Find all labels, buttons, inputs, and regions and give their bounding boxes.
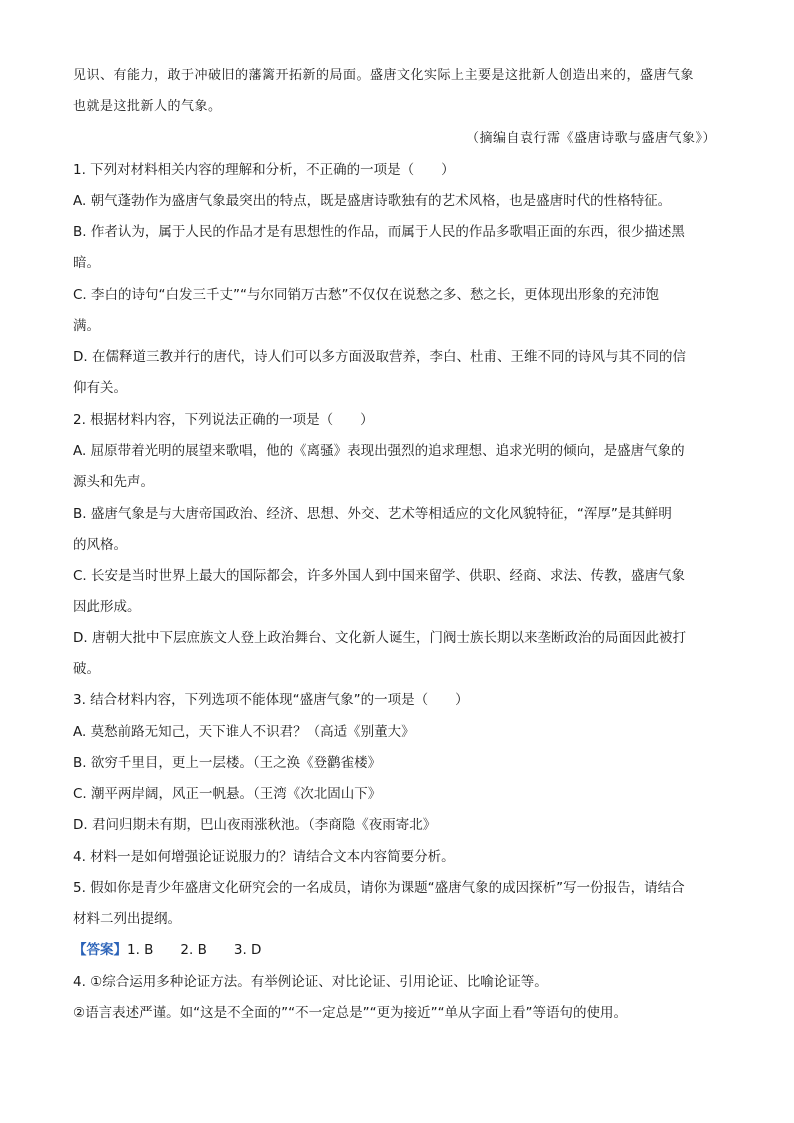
q2-option-c-cont: 因此形成。	[73, 599, 141, 615]
question-4-stem: 4. 材料一是如何增强论证说服力的？请结合文本内容简要分析。	[73, 849, 455, 865]
q1-option-b-cont: 暗。	[73, 255, 100, 271]
q2-option-d: D. 唐朝大批中下层庶族文人登上政治舞台、文化新人诞生，门阀士族长期以来垄断政治的局面因此被打	[73, 630, 686, 646]
q3-option-d: D. 君问归期未有期，巴山夜雨涨秋池。（李商隐《夜雨寄北》	[73, 817, 437, 833]
q1-option-d: D. 在儒释道三教并行的唐代，诗人们可以多方面汲取营养，李白、杜甫、王维不同的诗风与其不同的信	[73, 349, 686, 365]
q3-option-c: C. 潮平两岸阔，风正一帆悬。（王湾《次北固山下》	[73, 786, 382, 802]
q1-option-a: A. 朝气蓬勃作为盛唐气象最突出的特点，既是盛唐诗歌独有的艺术风格，也是盛唐时代的性格特征。	[73, 193, 672, 209]
answer-q4-line: ②语言表述严谨。如“这是不全面的”“不一定总是”“更为接近”“单从字面上看”等语句的使用。	[73, 1005, 628, 1021]
q2-option-a-cont: 源头和先声。	[73, 474, 154, 490]
q2-option-c: C. 长安是当时世界上最大的国际都会，许多外国人到中国来留学、供职、经商、求法、传教，盛唐气象	[73, 568, 686, 584]
excerpt-line: 见识、有能力，敢于冲破旧的藩篱开拓新的局面。盛唐文化实际上主要是这批新人创造出来的，盛唐气象	[73, 68, 695, 83]
q1-option-c-cont: 满。	[73, 318, 100, 334]
question-5-stem-cont: 材料二列出提纲。	[73, 911, 181, 927]
question-1-stem: 1. 下列对材料相关内容的理解和分析，不正确的一项是（ ）	[73, 162, 455, 178]
question-3-stem: 3. 结合材料内容，下列选项不能体现“盛唐气象”的一项是（ ）	[73, 692, 469, 708]
q1-option-b: B. 作者认为，属于人民的作品才是有思想性的作品，而属于人民的作品多歌唱正面的东西，很少描述黑	[73, 224, 685, 240]
q1-option-c: C. 李白的诗句“白发三千丈”“与尔同销万古愁”不仅仅在说愁之多、愁之长，更体现出形象的充沛饱	[73, 287, 659, 303]
q2-option-b: B. 盛唐气象是与大唐帝国政治、经济、思想、外交、艺术等相适应的文化风貌特征，“浑厚”是其鲜明	[73, 506, 672, 522]
question-5-stem: 5. 假如你是青少年盛唐文化研究会的一名成员，请你为课题“盛唐气象的成因探析”写一份报告，请结合	[73, 880, 685, 896]
question-2-stem: 2. 根据材料内容，下列说法正确的一项是（ ）	[73, 412, 374, 428]
q2-option-b-cont: 的风格。	[73, 537, 127, 553]
q3-option-b: B. 欲穷千里目，更上一层楼。（王之涣《登鹳雀楼》	[73, 755, 382, 771]
answer-q4-line: 4. ①综合运用多种论证方法。有举例论证、对比论证、引用论证、比喻论证等。	[73, 974, 548, 990]
q1-option-d-cont: 仰有关。	[73, 380, 127, 396]
q3-option-a: A. 莫愁前路无知己，天下谁人不识君？（高适《别董大》	[73, 724, 415, 740]
excerpt-line: 也就是这批新人的气象。	[73, 99, 222, 114]
answer-line	[73, 940, 261, 960]
q2-option-d-cont: 破。	[73, 661, 100, 677]
answer-label: 【答案】	[73, 942, 127, 958]
answer-choices: 1. B 2. B 3. D	[127, 942, 262, 958]
excerpt-source: （摘编自袁行霈《盛唐诗歌与盛唐气象》）	[465, 131, 716, 146]
q2-option-a: A. 屈原带着光明的展望来歌唱，他的《离骚》表现出强烈的追求理想、追求光明的倾向，是盛唐气象的	[73, 443, 685, 459]
